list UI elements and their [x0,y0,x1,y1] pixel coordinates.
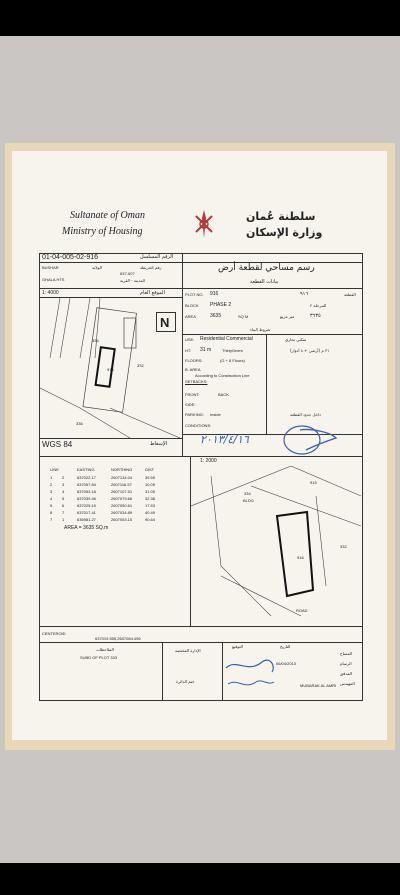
coord-to: 7 [62,510,65,515]
coord-northing: 2607053.15 [111,517,133,522]
coord-to: 2 [62,475,65,480]
wilayat-en: BUSHAR [42,265,59,270]
draftsman-label: الرسام [340,661,352,666]
plot-no-label: PLOT NO. [185,292,204,297]
coord-dist: 17.53 [145,503,156,508]
detail-neighbour-915: 915 [310,480,317,485]
coord-to: 1 [62,517,65,522]
floors-value: (G + 8 Floors) [220,358,245,363]
ministry-subtitle-en: Ministry of Housing [62,226,143,237]
department-seal-label: ختم الدائرة [176,679,195,684]
barea-label: B. AREA [185,367,201,372]
coord-easting: 637053.18 [77,489,96,494]
coord-to: 3 [62,482,65,487]
coord-dist: 39.55 [145,475,156,480]
height-value-ar: ٣١ م (أرضي + ٨ أدوار) [290,348,330,353]
plot-no-value: 916 [210,291,219,297]
detail-plot-label: 916 [297,555,304,560]
block-value: PHASE 2 [210,302,232,308]
plot-data-title-ar: بيانات القطعة [250,279,279,285]
north-arrow [156,312,176,332]
area-unit-ar: متر مربع [280,314,295,319]
key-plan-scale: 1: 4000 [42,290,59,296]
coord-header-easting: EASTING [77,467,95,472]
coord-northing: 2607050.61 [111,503,133,508]
ministry-title-ar: سلطنة عُمان [246,210,316,223]
coord-dist: 31.05 [145,489,156,494]
coord-easting: 636981.27 [77,517,96,522]
coord-easting: 637025.15 [77,503,96,508]
height-label: HT: [185,348,191,353]
area-unit: SQ M [238,314,249,319]
emblem-icon [193,208,215,242]
barea-value: According to Construction Line [195,373,250,378]
coord-from: 2 [50,482,53,487]
handwritten-date: ٢٠١٣/٤/١٦ [200,433,249,446]
signing-date: 06/04/2013 [276,661,297,666]
plot-no-label-ar: القطعة [344,292,356,297]
coord-to: 4 [62,489,65,494]
block-value-ar: المرحلة ٢ [310,303,327,308]
map-no: 637-607 [120,271,135,276]
height-words: ThirtyOnem [222,348,243,353]
ministry-subtitle-ar: وزارة الإسكان [246,226,323,239]
coord-dist: 10.09 [145,482,156,487]
coord-from: 3 [50,489,53,494]
key-block-332: 332 [137,363,144,368]
map-no-label: رقم الخريطة [140,265,162,270]
key-plot-label: 916 [107,367,114,372]
detail-neighbour-332: 332 [340,544,347,549]
setbacks-label: SETBACKS: [185,379,208,384]
conditions-title-ar: شروط البناء [250,327,271,332]
centroid-value: 637019.555,2607084.496 [95,636,141,641]
use-value: Residential Commercial [200,336,253,342]
coord-easting: 637017.41 [77,510,96,515]
detail-road-label: ROAD [296,608,308,613]
detail-plan-scale: 1: 2000 [200,458,217,464]
coord-to: 5 [62,496,65,501]
coord-header-dist: DIST [145,467,155,472]
area-value-ar: ٣٦٣٥ [310,313,321,319]
detail-block-label: 334 [244,491,251,496]
department-stamp-label: الإدارة المختصة [175,648,201,653]
height-value: 31 m [200,347,212,353]
serial-label: الرقم المسلسل [140,254,174,260]
parking-value: Inside [210,412,221,417]
area-total: AREA = 3635 SQ.m [64,525,109,531]
plot-no-value-ar: ٩١٦ [300,291,309,297]
ministry-title-en: Sultanate of Oman [70,210,145,221]
north-icon: N [160,315,170,330]
coord-from: 4 [50,496,53,501]
conditions-label: CONDITIONS: [185,423,212,428]
coord-northing: 2607116.57 [111,482,132,487]
city-en: GHALA HTS [42,277,65,282]
sign-label: التوقيع [232,644,243,649]
area-label: AREA [185,314,196,319]
coord-northing: 2607134.04 [111,475,133,480]
official-stamp [280,424,340,456]
use-label: USE: [185,337,195,342]
key-block-334: 334 [92,338,99,343]
checker-label: المدقق [340,671,352,676]
subdivision-note: SUBD OF PLOT 333 [80,655,118,660]
notes-label: الملاحظات [96,647,114,652]
location-label: الموقع العام [140,290,165,296]
coord-northing: 2607107.51 [111,489,133,494]
parking-label: PARKING: [185,412,204,417]
coord-header-northing: NORTHING [111,467,133,472]
key-block-336: 336 [76,421,83,426]
reference-number: 01-04-005-02-916 [42,254,99,261]
coord-easting: 637039.46 [77,496,96,501]
floors-label: FLOORS: [185,358,203,363]
front-label: FRONT: [185,392,200,397]
use-value-ar: سكني تجاري [285,337,307,342]
detail-plan-map [191,466,362,626]
block-label: BLOCK [185,303,199,308]
back-label: BACK [218,392,229,397]
coord-dist: 40.49 [145,510,156,515]
side-label: SIDE: [185,402,196,407]
coord-northing: 2607079.66 [111,496,133,501]
detail-block-word: BLDG [243,498,254,503]
coord-from: 1 [50,475,53,480]
coord-header-line: LINE [50,467,59,472]
coord-dist: 90.64 [145,517,156,522]
footer-signatures [222,648,282,698]
coord-easting: 637057.84 [77,482,96,487]
coord-to: 6 [62,503,65,508]
surveyor-label: المساح [340,651,353,656]
parking-value-ar: داخل حدود القطعة [290,412,321,417]
area-value: 3635 [210,313,222,319]
coord-easting: 637022.17 [77,475,96,480]
wilayat-label: الولاية [92,265,102,270]
city-label: المدينة - القرية [120,278,146,283]
engineer-label: المهندس [340,681,355,686]
coord-from: 7 [50,517,53,522]
coord-from: 6 [50,510,53,515]
document-title-ar: رسم مساحي لقطعة أرض [218,263,315,273]
coord-from: 5 [50,503,53,508]
coord-dist: 32.38 [145,496,156,501]
date-label: التاريخ [280,644,291,649]
coord-northing: 2607034.89 [111,510,133,515]
projection-label: الإسقاط [150,441,168,447]
engineer-name: MUBARAK AL AMRI [300,683,337,688]
centroid-label: CENTEROID [42,631,66,636]
datum-label: WGS 84 [42,440,73,449]
